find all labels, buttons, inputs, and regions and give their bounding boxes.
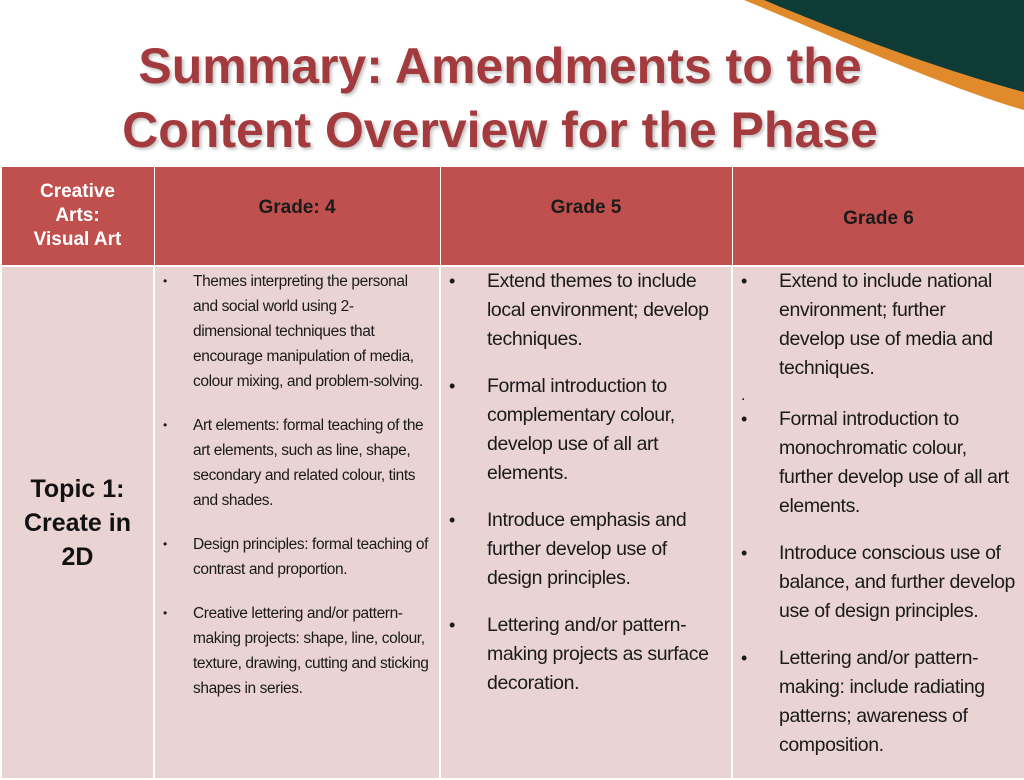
list-item (441, 372, 721, 488)
bullet: • (449, 376, 455, 396)
stray-period: . (741, 387, 746, 404)
topic-cell (1, 266, 154, 779)
list-item (733, 539, 1016, 626)
bullet: • (449, 510, 455, 530)
grade6-item-3: Introduce conscious use of balance, and further develop use of design principles. (779, 542, 1015, 622)
bullet: • (163, 606, 167, 620)
list-item (733, 267, 1016, 383)
bullet: • (163, 537, 167, 551)
list-item (733, 405, 1016, 521)
title-line-2: Content Overview for the Phase (122, 102, 878, 158)
page-title (0, 34, 1000, 162)
topic-line-3: 2D (61, 542, 94, 571)
topic-line-2: Create in (24, 508, 131, 537)
grade5-item-1: Extend themes to include local environment; develop techniques. (487, 270, 709, 350)
subject-header (1, 167, 154, 267)
grade4-list (155, 269, 431, 701)
list-item (155, 413, 431, 513)
bullet: • (741, 271, 747, 291)
list-item (733, 644, 1016, 760)
grade4-header: Grade: 4 (154, 167, 440, 267)
grade4-item-4: Creative lettering and/or pattern-making projects: shape, line, colour, texture, drawing, cutting and sticking shapes in series. (193, 605, 429, 697)
grade4-item-1: Themes interpreting the personal and social world using 2-dimensional techniques that encourage manipulation of media, colour mixing, and problem-solving. (193, 273, 423, 390)
subject-header-line-1: Creative (40, 181, 115, 202)
grade4-item-3: Design principles: formal teaching of contrast and proportion. (193, 536, 429, 578)
grade5-cell (440, 266, 732, 779)
topic-line-1: Topic 1: (30, 474, 125, 503)
list-item (441, 267, 721, 354)
grade6-list (733, 267, 1016, 383)
list-item (155, 532, 431, 582)
header-row (1, 167, 1024, 267)
list-item (441, 611, 721, 698)
grade4-item-2: Art elements: formal teaching of the art elements, such as line, shape, secondary and related colour, tints and shades. (193, 417, 424, 509)
grade6-header: Grade 6 (732, 167, 1024, 267)
list-item (441, 506, 721, 593)
bullet: • (741, 648, 747, 668)
grade5-item-2: Formal introduction to complementary colour, develop use of all art elements. (487, 375, 675, 484)
content-overview-table (0, 166, 1024, 780)
grade5-header: Grade 5 (440, 167, 732, 267)
grade6-list-cont (733, 405, 1016, 760)
bullet: • (163, 418, 167, 432)
subject-header-line-2: Arts: (55, 205, 100, 226)
subject-header-line-3: Visual Art (33, 229, 122, 250)
list-item (155, 269, 431, 394)
bullet: • (741, 543, 747, 563)
grade6-item-1: Extend to include national environment; further develop use of media and techniques. (779, 270, 993, 379)
grade6-item-4: Lettering and/or pattern-making: include radiating patterns; awareness of composition. (779, 647, 985, 756)
grade5-item-4: Lettering and/or pattern-making projects as surface decoration. (487, 614, 709, 694)
bullet: • (741, 409, 747, 429)
bullet: • (449, 271, 455, 291)
grade6-item-2: Formal introduction to monochromatic colour, further develop use of all art elements. (779, 408, 1009, 517)
topic-row (1, 266, 1024, 779)
grade5-item-3: Introduce emphasis and further develop use of design principles. (487, 509, 687, 589)
grade4-cell (154, 266, 440, 779)
title-line-1: Summary: Amendments to the (138, 38, 862, 94)
grade5-list (441, 267, 721, 698)
bullet: • (449, 615, 455, 635)
grade6-cell (732, 266, 1024, 779)
bullet: • (163, 274, 167, 288)
list-item (155, 601, 431, 701)
